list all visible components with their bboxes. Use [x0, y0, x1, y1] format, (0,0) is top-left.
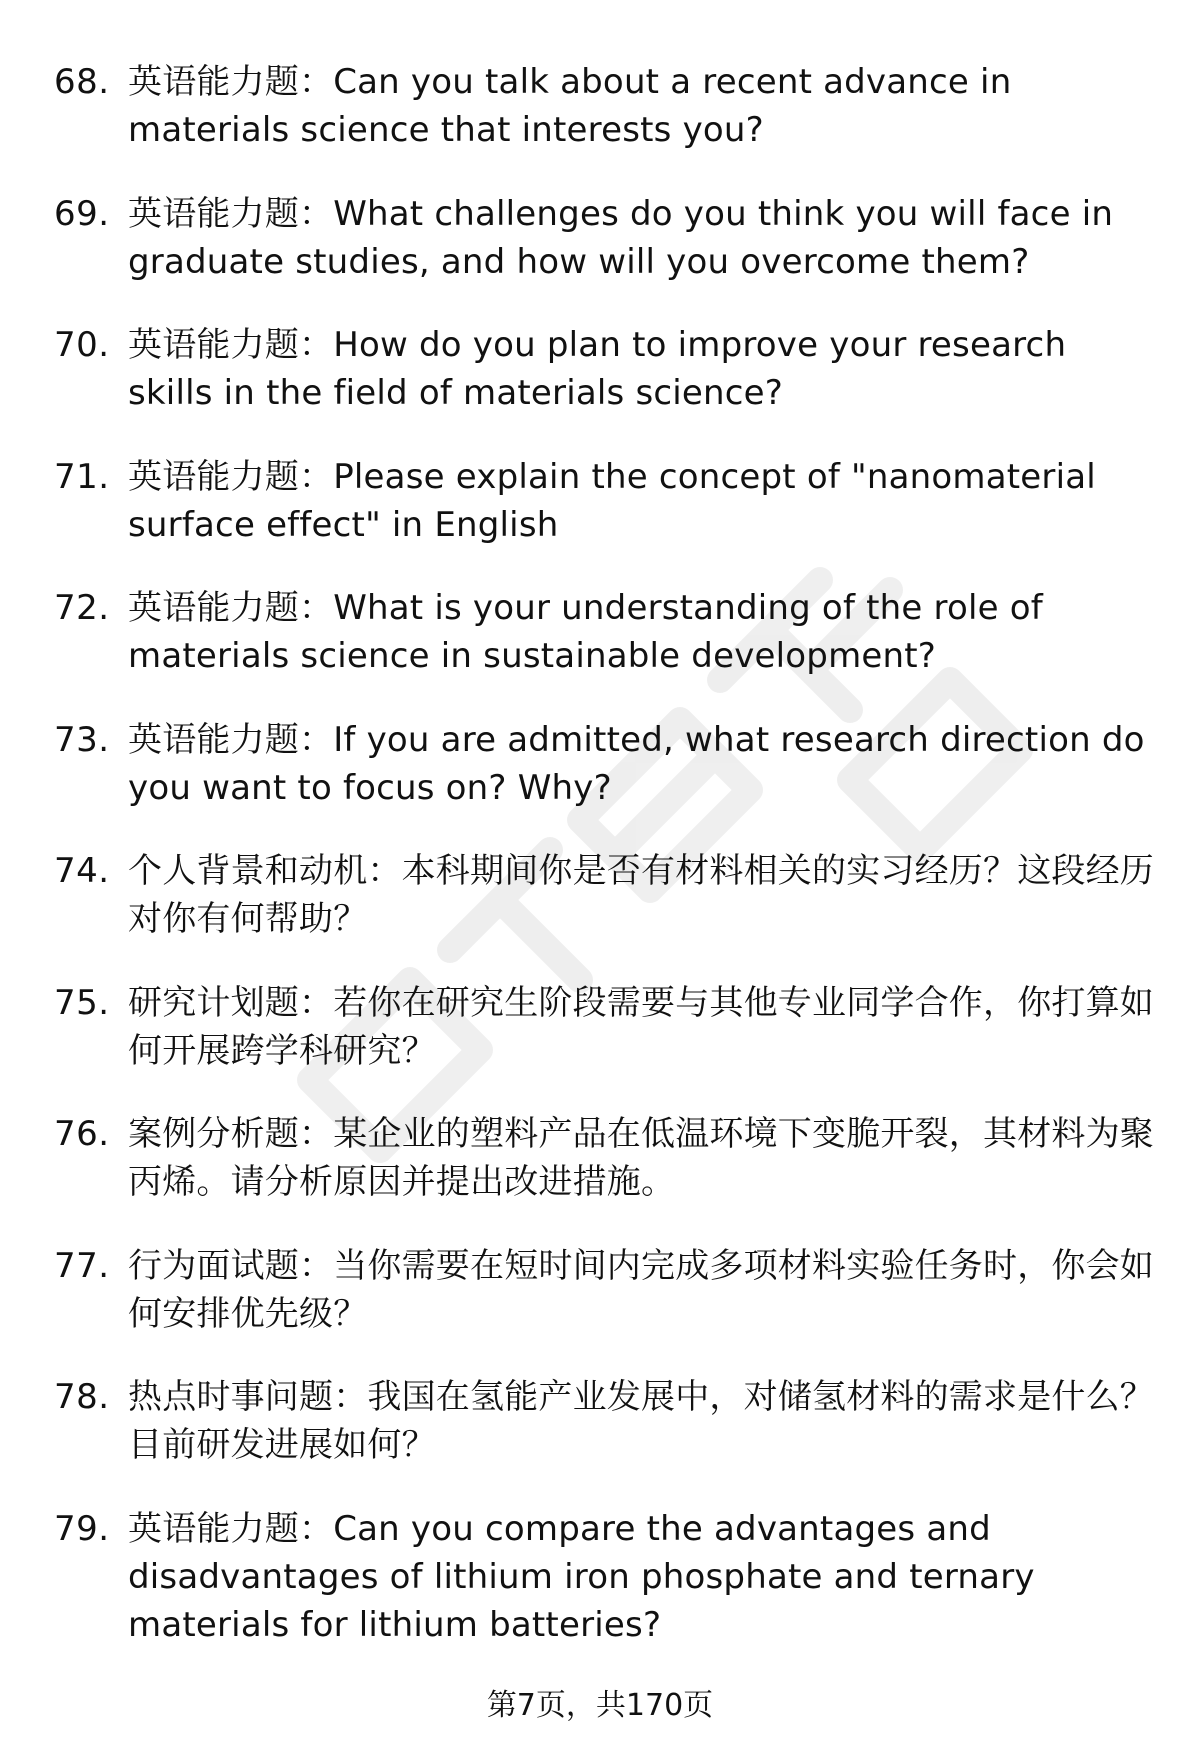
question-number: 72. — [54, 588, 110, 628]
question-item — [0, 1110, 1200, 1242]
question-text: 英语能力题：Can you talk about a recent advance in materials science that interests you? — [128, 62, 1012, 150]
question-text: 行为面试题：当你需要在短时间内完成多项材料实验任务时，你会如何安排优先级？ — [128, 1245, 1154, 1334]
question-text: 英语能力题：Please explain the concept of "nanomaterial surface effect" in English — [128, 456, 1096, 545]
question-number: 76. — [54, 1114, 110, 1154]
question-item — [0, 847, 1200, 979]
question-item — [0, 1242, 1200, 1374]
question-item — [0, 979, 1200, 1111]
question-item — [0, 453, 1200, 585]
question-text: 研究计划题：若你在研究生阶段需要与其他专业同学合作，你打算如何开展跨学科研究？ — [128, 982, 1154, 1071]
question-item — [0, 1505, 1200, 1685]
question-item — [0, 321, 1200, 453]
question-text: 案例分析题：某企业的塑料产品在低温环境下变脆开裂，其材料为聚丙烯。请分析原因并提出改进措施。 — [128, 1114, 1154, 1202]
question-item — [0, 716, 1200, 848]
question-number: 78. — [54, 1377, 110, 1417]
question-number: 77. — [54, 1245, 110, 1286]
page-number: 第7页，共170页 — [486, 1688, 714, 1723]
question-number: 69. — [54, 193, 110, 234]
question-text: 热点时事问题：我国在氢能产业发展中，对储氢材料的需求是什么？目前研发进展如何？ — [128, 1377, 1154, 1465]
question-number: 68. — [54, 62, 110, 102]
question-item — [0, 190, 1200, 322]
question-text: 个人背景和动机：本科期间你是否有材料相关的实习经历？这段经历对你有何帮助？ — [128, 851, 1154, 939]
question-number: 70. — [54, 325, 110, 365]
question-number: 71. — [54, 456, 110, 497]
question-number: 73. — [54, 719, 110, 760]
question-text: 英语能力题：If you are admitted, what research direction do you want to focus on? Why? — [128, 719, 1145, 808]
question-text: 英语能力题：What is your understanding of the role of materials science in sustainable development? — [128, 588, 1043, 676]
question-number: 79. — [54, 1508, 110, 1549]
question-number: 75. — [54, 982, 110, 1023]
question-text: 英语能力题：How do you plan to improve your research skills in the field of materials science? — [128, 325, 1067, 413]
question-item — [0, 1373, 1200, 1505]
question-text: 英语能力题：Can you compare the advantages and disadvantages of lithium iron phosphate and ternary materials for lithium batteries? — [128, 1508, 1035, 1645]
question-text: 英语能力题：What challenges do you think you will face in graduate studies, and how will you overcome them? — [128, 193, 1114, 282]
question-list — [0, 58, 1200, 1685]
question-item — [0, 584, 1200, 716]
question-item — [0, 58, 1200, 190]
question-number: 74. — [54, 851, 110, 891]
